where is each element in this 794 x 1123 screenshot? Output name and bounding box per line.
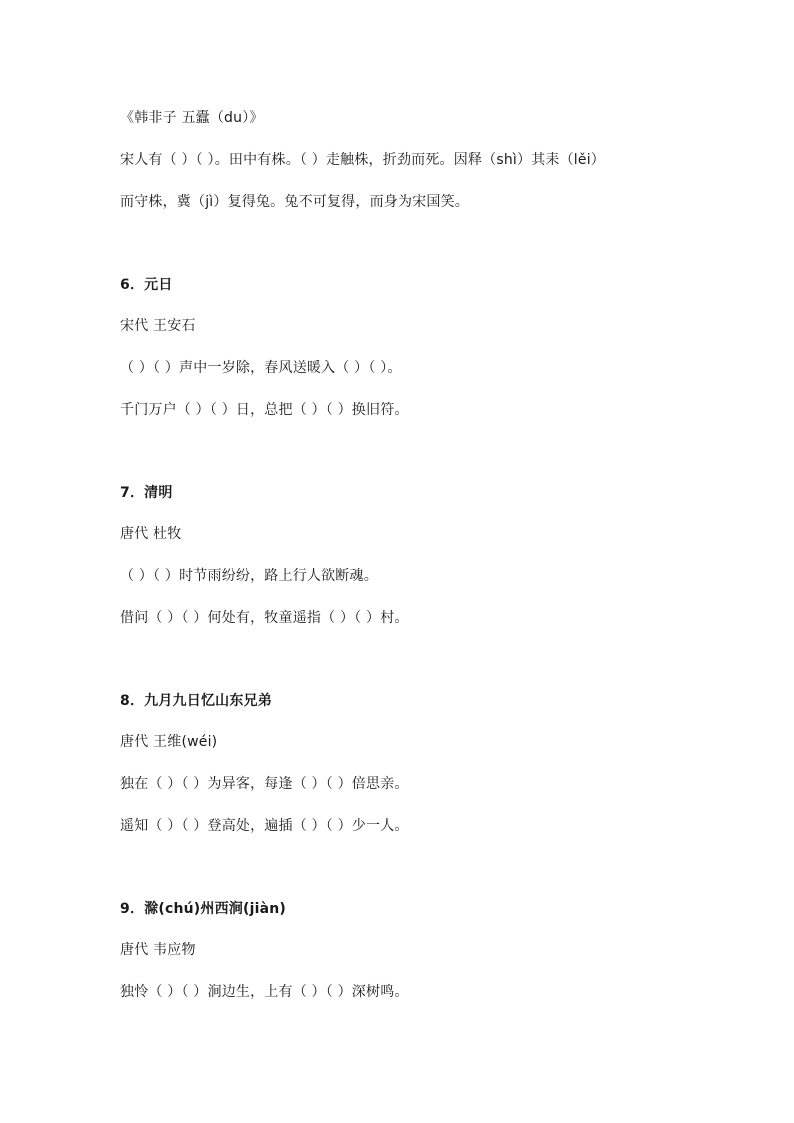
passage-line-1: 宋人有（ ）（ ）。田中有株。（ ）走触株，折劲而死。因释（shì）其耒（lěi） bbox=[120, 152, 605, 168]
poem-8-line-2: 遥知（ ）（ ）登高处，遍插（ ）（ ）少一人。 bbox=[120, 818, 409, 834]
poem-8-line-1: 独在（ ）（ ）为异客，每逢（ ）（ ）倍思亲。 bbox=[120, 776, 409, 792]
passage-line-2: 而守株，冀（jì）复得兔。兔不可复得，而身为宋国笑。 bbox=[120, 194, 469, 210]
poem-8-author: 唐代 王维(wéi) bbox=[120, 734, 218, 750]
source-citation: 《韩非子 五蠹（du）》 bbox=[120, 110, 264, 126]
poem-7-line-2: 借问（ ）（ ）何处有，牧童遥指（ ）（ ）村。 bbox=[120, 610, 409, 626]
poem-9-line-1: 独怜（ ）（ ）涧边生，上有（ ）（ ）深树鸣。 bbox=[120, 984, 409, 1000]
poem-6-line-1: （ ）（ ）声中一岁除，春风送暖入（ ）（ ）。 bbox=[120, 360, 402, 376]
poem-6-author: 宋代 王安石 bbox=[120, 318, 196, 334]
poem-7-line-1: （ ）（ ）时节雨纷纷，路上行人欲断魂。 bbox=[120, 568, 378, 584]
poem-9-author: 唐代 韦应物 bbox=[120, 942, 196, 958]
poem-9-title: 9．滁(chú)州西涧(jiàn) bbox=[120, 901, 286, 917]
poem-7-author: 唐代 杜牧 bbox=[120, 526, 182, 542]
poem-6-title: 6．元日 bbox=[120, 277, 173, 293]
poem-6-line-2: 千门万户（ ）（ ）日，总把（ ）（ ）换旧符。 bbox=[120, 402, 409, 418]
poem-7-title: 7．清明 bbox=[120, 485, 173, 501]
poem-8-title: 8．九月九日忆山东兄弟 bbox=[120, 693, 272, 709]
